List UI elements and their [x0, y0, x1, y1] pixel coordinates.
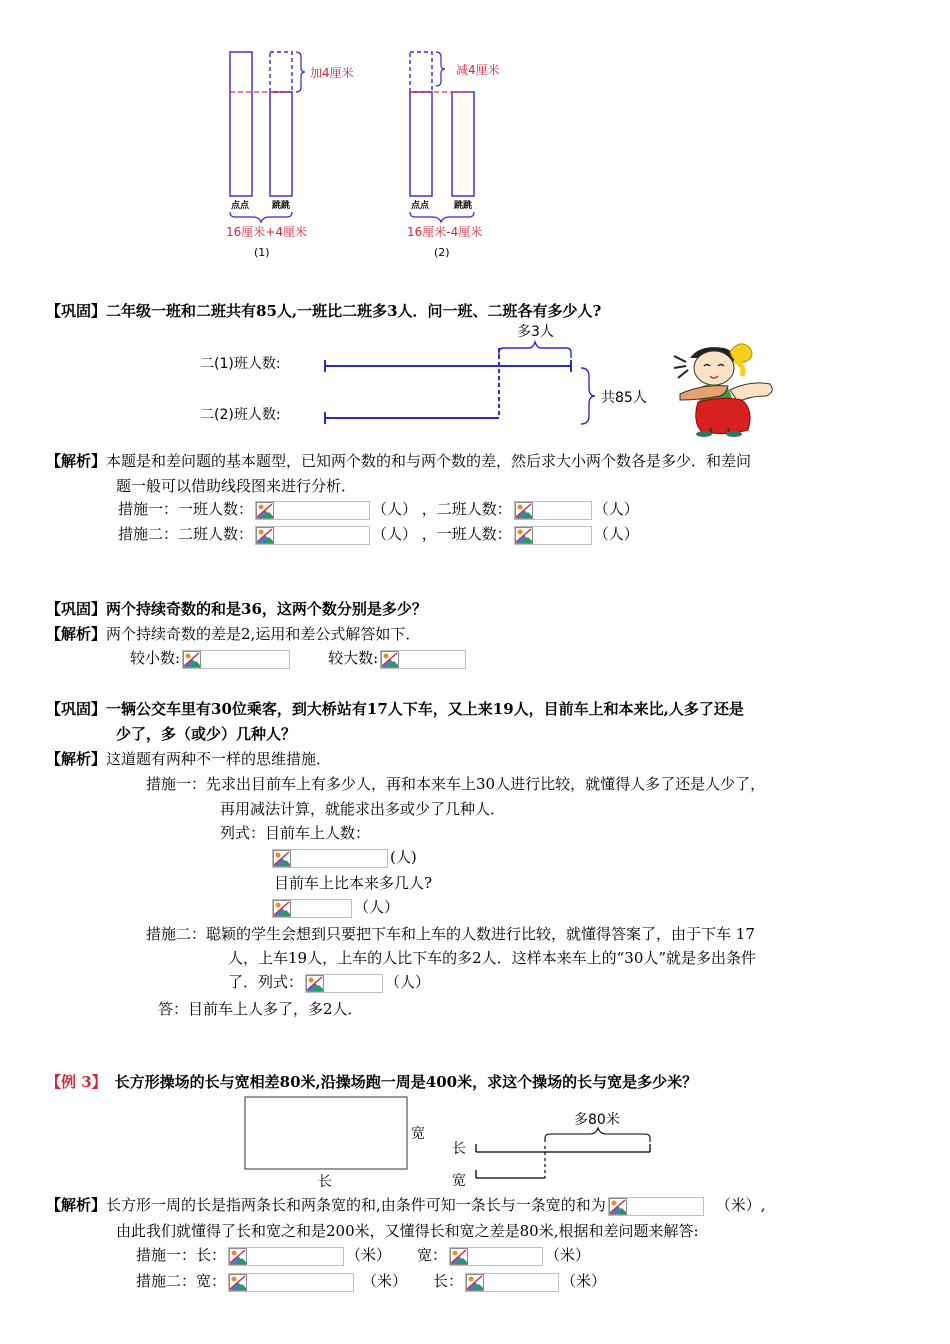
answer-blank[interactable] — [465, 1273, 559, 1292]
label-diandian-2: 点点 — [411, 201, 430, 211]
sum-label-1: 16厘米+4厘米 — [226, 225, 307, 239]
ex3-m2-label-c: 长： — [433, 1272, 464, 1290]
brace-more-icon — [499, 342, 571, 358]
q1-method2-line — [118, 522, 639, 547]
bar-comparison-figure — [220, 40, 530, 265]
q2-question-line — [46, 597, 427, 622]
sum-label-2: 16厘米-4厘米 — [407, 225, 483, 239]
q3-method1-blank2-line — [272, 895, 399, 920]
q1-analysis-line2: 题一般可以借助线段图来进行分析． — [116, 477, 357, 495]
q1-analysis-text1: 本题是和差问题的基本题型，已知两个数的和与两个数的差，然后求大小两个数各是多少．和差问 — [106, 452, 752, 470]
more-80m-label: 多80米 — [574, 1112, 620, 1128]
q1-m1-label-c: （人） — [593, 500, 639, 518]
q3-method2-line2: 人，上车19人，上车的人比下车的多2人．这样本来车上的“30人”就是多出条件 — [228, 949, 757, 967]
total-85-label: 共85人 — [601, 390, 647, 406]
q3-analysis-tag: 【解析】 — [46, 750, 107, 768]
bar-tiaotiao-2 — [452, 92, 474, 196]
more-3-label: 多3人 — [517, 324, 554, 340]
answer-blank[interactable] — [449, 1247, 543, 1266]
q3-method1-line1: 措施一：先求出目前车上有多少人，再和本来车上30人进行比较，就懂得人多了还是人少了， — [146, 775, 766, 793]
ex3-m1-label-c: 宽： — [417, 1246, 448, 1264]
add-4cm-label: 加4厘米 — [310, 66, 354, 80]
ex3-analysis-line2: 由此我们就懂得了长和宽之和是200米，又懂得长和宽之差是80米,根据和差问题来解答: — [116, 1222, 699, 1240]
broken-image-icon — [515, 527, 533, 544]
label-diandian-1: 点点 — [231, 201, 250, 211]
answer-blank[interactable] — [514, 501, 592, 520]
bar-diandian-1 — [230, 52, 252, 196]
broken-image-icon — [256, 527, 274, 544]
q1-method1-line — [118, 497, 639, 522]
q3-unit3: （人） — [385, 973, 431, 991]
answer-blank[interactable] — [380, 650, 466, 669]
rect-length-label: 长 — [318, 1174, 332, 1190]
q2-analysis-tag: 【解析】 — [46, 625, 107, 643]
cartoon-girl-image — [672, 330, 782, 438]
ex3-question: 长方形操场的长与宽相差80米,沿操场跑一周是400米，求这个操场的长与宽是多少米？ — [114, 1073, 698, 1091]
rect-width-label: 宽 — [411, 1126, 425, 1142]
q3-method1-blank1-line — [272, 845, 417, 870]
row2-label: 二(2)班人数: — [200, 407, 281, 423]
figure-number-1: (1) — [254, 246, 270, 259]
q3-tag: 【巩固】 — [46, 700, 107, 718]
q3-question-part1: 一辆公交车里有30位乘客，到大桥站有17人下车，又上来19人，目前车上和本来比,人多了还是 — [106, 700, 744, 718]
ex3-analysis-line1 — [46, 1193, 766, 1218]
ex3-m1-label-a: 措施一：长： — [136, 1246, 227, 1264]
playground-figure — [240, 1094, 670, 1192]
answer-blank[interactable] — [228, 1247, 344, 1266]
q3-method1-line2: 再用减法计算，就能求出多或少了几种人． — [220, 800, 506, 818]
brace-bottom-1-icon — [230, 212, 292, 222]
q3-m2-formula-label: 了．列式： — [228, 973, 304, 991]
bar-diandian-2 — [410, 92, 432, 196]
q1-m1-label-a: 措施一：一班人数： — [118, 500, 254, 518]
q3-method1-line4: 目前车上比本来多几人? — [274, 874, 433, 892]
ex3-analysis-text1: 长方形一周的长是指两条长和两条宽的和,由条件可知一条长与一条宽的和为 — [106, 1196, 606, 1214]
q3-method2-line1: 措施二：聪颖的学生会想到只要把下车和上车的人数进行比较，就懂得答案了，由于下车 17 — [146, 925, 755, 943]
answer-blank[interactable] — [182, 650, 290, 669]
bar-tiaotiao-1-extension — [270, 52, 292, 92]
q3-unit2: （人） — [354, 898, 400, 916]
q3-question-line2: 少了，多（或少）几种人？ — [116, 725, 297, 743]
broken-image-icon — [450, 1248, 468, 1265]
q2-analysis-text: 两个持续奇数的差是2,运用和差公式解答如下． — [106, 625, 421, 643]
ex3-m2-label-b: （米） — [362, 1272, 408, 1290]
q2-question: 两个持续奇数的和是36，这两个数分别是多少？ — [106, 600, 427, 618]
ex3-tag: 【例 3】 — [46, 1073, 107, 1091]
q3-method1-line3: 列式：目前车上人数： — [220, 824, 371, 842]
ex3-question-line — [46, 1070, 697, 1095]
brace-total-icon — [581, 368, 595, 424]
q3-answer: 答：目前车上人多了，多2人． — [158, 1000, 363, 1018]
bar-tiaotiao-1 — [270, 92, 292, 196]
q3-question-line1 — [46, 697, 744, 722]
answer-blank[interactable] — [514, 526, 592, 545]
brace-80m-icon — [545, 1128, 650, 1142]
brace-add-icon — [296, 52, 305, 92]
label-tiaotiao-1: 跳跳 — [272, 201, 291, 211]
line-long-label: 长 — [452, 1141, 466, 1157]
broken-image-icon — [229, 1248, 247, 1265]
q2-analysis-line — [46, 622, 420, 647]
q2-answer-line — [130, 646, 468, 671]
bar-diandian-2-removed — [410, 52, 432, 92]
answer-blank[interactable] — [608, 1197, 704, 1216]
label-tiaotiao-2: 跳跳 — [454, 201, 473, 211]
ex3-analysis-tag: 【解析】 — [46, 1196, 107, 1214]
brace-sub-icon — [436, 52, 445, 86]
broken-image-icon — [381, 651, 399, 668]
row1-label: 二(1)班人数: — [200, 356, 281, 372]
broken-image-icon — [515, 502, 533, 519]
ex3-method1-line — [136, 1243, 590, 1268]
playground-rectangle — [245, 1097, 407, 1169]
class-segment-diagram — [195, 318, 675, 438]
line-wide-label: 宽 — [452, 1173, 466, 1189]
q1-m1-label-b: （人） ，二班人数： — [372, 500, 512, 518]
ex3-m1-label-b: （米） — [346, 1246, 392, 1264]
brace-bottom-2-icon — [410, 212, 474, 222]
q1-question: 二年级一班和二班共有85人,一班比二班多3人．问一班、二班各有多少人? — [106, 302, 602, 320]
answer-blank[interactable] — [255, 526, 370, 545]
figure-number-2: (2) — [434, 246, 450, 259]
answer-blank[interactable] — [272, 849, 388, 868]
q1-analysis-line1 — [46, 449, 751, 474]
answer-blank[interactable] — [228, 1273, 354, 1292]
answer-blank[interactable] — [305, 974, 383, 993]
broken-image-icon — [183, 651, 201, 668]
broken-image-icon — [256, 502, 274, 519]
q3-analysis-text: 这道题有两种不一样的思维措施． — [106, 750, 332, 768]
ex3-m2-label-a: 措施二：宽： — [136, 1272, 227, 1290]
broken-image-icon — [609, 1198, 627, 1215]
ex3-m1-label-d: （米） — [545, 1246, 591, 1264]
q2-tag: 【巩固】 — [46, 600, 107, 618]
q1-m2-label-c: （人） — [593, 525, 639, 543]
answer-blank[interactable] — [255, 501, 370, 520]
broken-image-icon — [466, 1274, 484, 1291]
q1-m2-label-b: （人） ，一班人数： — [372, 525, 512, 543]
ex3-method2-line — [136, 1269, 606, 1294]
q2-small-label: 较小数: — [130, 649, 181, 667]
ex3-analysis-unit: （米）, — [715, 1196, 766, 1214]
broken-image-icon — [306, 975, 324, 992]
q3-method2-line3 — [228, 970, 430, 995]
q3-analysis-line — [46, 747, 331, 772]
ex3-m2-label-d: （米） — [561, 1272, 607, 1290]
q1-tag: 【巩固】 — [46, 302, 107, 320]
q2-big-label: 较大数: — [328, 649, 379, 667]
q1-analysis-tag: 【解析】 — [46, 452, 107, 470]
sub-4cm-label: 减4厘米 — [456, 63, 500, 77]
broken-image-icon — [273, 850, 291, 867]
answer-blank[interactable] — [272, 899, 352, 918]
q3-unit1: (人) — [390, 848, 417, 866]
q1-m2-label-a: 措施二：二班人数： — [118, 525, 254, 543]
broken-image-icon — [229, 1274, 247, 1291]
broken-image-icon — [273, 900, 291, 917]
